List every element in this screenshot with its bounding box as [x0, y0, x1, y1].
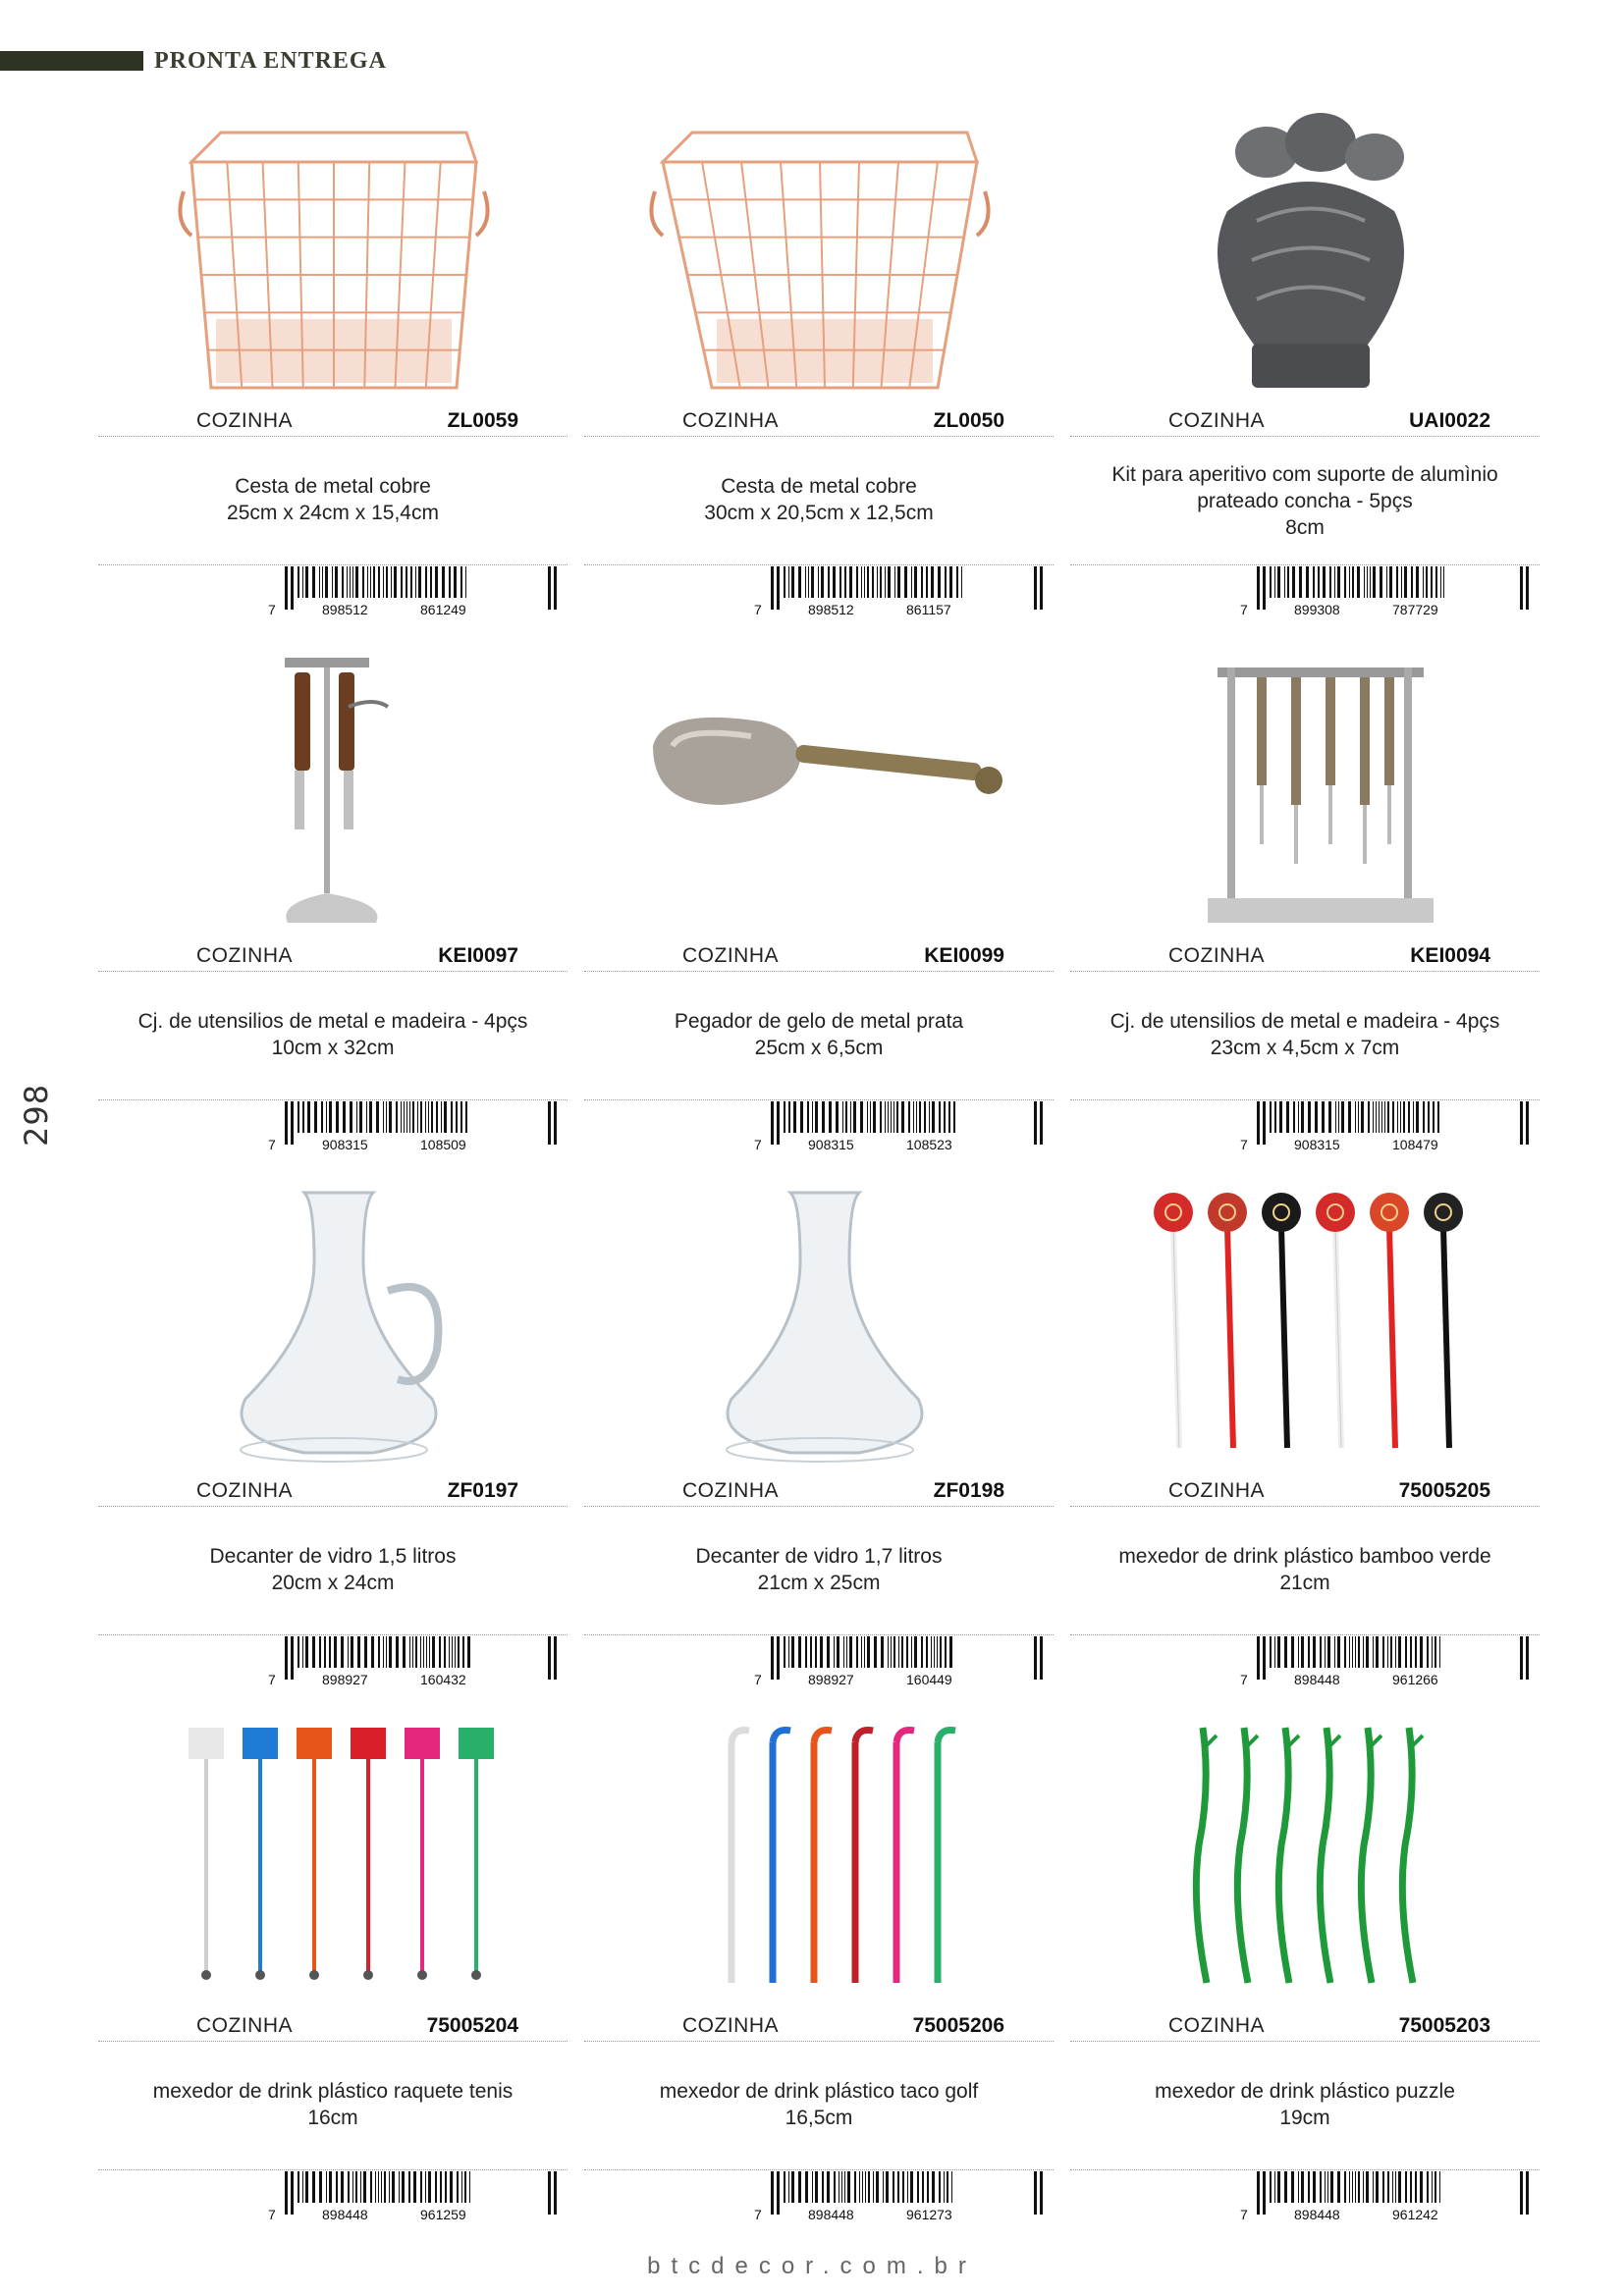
product-category: COZINHA	[196, 944, 293, 967]
product-description	[1070, 1543, 1540, 1596]
description-line: prateado concha - 5pçs	[1197, 490, 1413, 512]
product-category: COZINHA	[682, 944, 779, 967]
page-number: 298	[18, 1083, 55, 1147]
description-line: 16,5cm	[785, 2107, 853, 2129]
product-code: ZF0198	[933, 1479, 1004, 1502]
barcode-digits: 108523	[903, 1137, 955, 1152]
barcode	[265, 1634, 560, 1688]
bamboo-stirrers-icon	[1110, 1708, 1502, 2012]
product-code: ZL0050	[933, 409, 1004, 432]
product-card	[98, 1708, 568, 2243]
barcode-digits: 861249	[417, 602, 469, 617]
product-description	[584, 2078, 1054, 2131]
barcode-digits: 898927	[805, 1672, 857, 1687]
product-description	[584, 1543, 1054, 1596]
product-description	[584, 1008, 1054, 1061]
barcode-digits: 7	[265, 1137, 279, 1152]
barcode-digits: 961259	[417, 2207, 469, 2222]
barcode	[265, 1099, 560, 1153]
square-top-stirrers-icon	[137, 1708, 530, 2012]
divider	[1070, 1506, 1540, 1507]
barcode-digits: 898448	[319, 2207, 371, 2222]
barcode	[751, 1634, 1046, 1688]
barcode	[1237, 564, 1532, 618]
section-title: PRONTA ENTREGA	[154, 48, 387, 74]
golf-club-stirrers-icon	[623, 1708, 1016, 2012]
copper-wire-basket-icon	[623, 103, 1016, 407]
bar-tool-rack-icon	[1110, 638, 1502, 942]
description-line: Kit para aperitivo com suporte de alumìnio	[1111, 463, 1498, 486]
description-line: 20cm x 24cm	[271, 1572, 395, 1594]
shell-holder-icon	[1110, 103, 1502, 407]
product-category: COZINHA	[1168, 409, 1265, 432]
description-line: 21cm	[1279, 1572, 1330, 1594]
barcode-digits: 7	[751, 1137, 765, 1152]
barcode-digits: 898927	[319, 1672, 371, 1687]
barcode-digits: 898448	[1291, 2207, 1343, 2222]
product-description	[98, 2078, 568, 2131]
description-line: 19cm	[1279, 2107, 1330, 2129]
product-code: 75005203	[1398, 2014, 1490, 2037]
description-line: Decanter de vidro 1,5 litros	[209, 1545, 457, 1568]
product-card	[98, 1173, 568, 1708]
description-line: mexedor de drink plástico taco golf	[659, 2080, 979, 2103]
product-category: COZINHA	[196, 2014, 293, 2037]
divider	[1070, 436, 1540, 437]
barcode-digits: 908315	[319, 1137, 371, 1152]
barcode-digits: 898512	[319, 602, 371, 617]
barcode-digits: 961266	[1389, 1672, 1441, 1687]
description-line: Cesta de metal cobre	[235, 475, 431, 498]
barcode-digits: 7	[1237, 602, 1251, 617]
product-card	[98, 103, 568, 638]
barcode	[1237, 2169, 1532, 2223]
barcode-digits: 108479	[1389, 1137, 1441, 1152]
product-code: KEI0094	[1410, 944, 1490, 967]
product-description	[98, 1008, 568, 1061]
barcode-digits: 961273	[903, 2207, 955, 2222]
product-description	[1070, 461, 1540, 541]
barcode-digits: 898512	[805, 602, 857, 617]
description-line: 30cm x 20,5cm x 12,5cm	[704, 502, 934, 524]
description-line: 8cm	[1285, 516, 1325, 539]
barcode-digits: 7	[1237, 1672, 1251, 1687]
barcode-digits: 7	[751, 1672, 765, 1687]
barcode	[1237, 1634, 1532, 1688]
barcode	[1237, 1099, 1532, 1153]
divider	[98, 2041, 568, 2042]
product-code: ZL0059	[447, 409, 518, 432]
ice-scoop-icon	[623, 638, 1016, 942]
footer-website: btcdecor.com.br	[647, 2253, 977, 2279]
divider	[98, 436, 568, 437]
description-line: 25cm x 24cm x 15,4cm	[227, 502, 439, 524]
divider	[1070, 2041, 1540, 2042]
product-code: 75005206	[912, 2014, 1004, 2037]
barcode-digits: 7	[265, 1672, 279, 1687]
barcode-digits: 908315	[1291, 1137, 1343, 1152]
header-accent-bar	[0, 51, 143, 71]
barcode	[265, 2169, 560, 2223]
barcode-digits: 898448	[1291, 1672, 1343, 1687]
description-line: 21cm x 25cm	[757, 1572, 881, 1594]
copper-wire-basket-icon	[137, 103, 530, 407]
product-card	[584, 103, 1054, 638]
barcode-digits: 908315	[805, 1137, 857, 1152]
divider	[98, 1506, 568, 1507]
product-category: COZINHA	[682, 1479, 779, 1502]
description-line: 23cm x 4,5cm x 7cm	[1210, 1037, 1400, 1059]
divider	[584, 436, 1054, 437]
product-description	[1070, 1008, 1540, 1061]
description-line: mexedor de drink plástico puzzle	[1155, 2080, 1455, 2103]
barcode	[265, 564, 560, 618]
product-category: COZINHA	[196, 409, 293, 432]
barcode-digits: 961242	[1389, 2207, 1441, 2222]
barcode-digits: 7	[1237, 2207, 1251, 2222]
divider	[584, 2041, 1054, 2042]
product-description	[98, 473, 568, 526]
product-description	[1070, 2078, 1540, 2131]
barcode-digits: 7	[751, 602, 765, 617]
product-card	[584, 638, 1054, 1173]
bar-tool-stand-icon	[137, 638, 530, 942]
barcode-digits: 861157	[903, 602, 954, 617]
product-code: 75005204	[426, 2014, 518, 2037]
divider	[584, 1506, 1054, 1507]
product-category: COZINHA	[682, 2014, 779, 2037]
product-card	[1070, 1173, 1540, 1708]
glass-decanter-icon	[623, 1173, 1016, 1477]
product-description	[98, 1543, 568, 1596]
description-line: Cj. de utensilios de metal e madeira - 4pçs	[1110, 1010, 1500, 1033]
description-line: Decanter de vidro 1,7 litros	[695, 1545, 943, 1568]
barcode-digits: 108509	[417, 1137, 469, 1152]
barcode-digits: 899308	[1291, 602, 1343, 617]
description-line: mexedor de drink plástico raquete tenis	[152, 2080, 514, 2103]
description-line: 25cm x 6,5cm	[754, 1037, 884, 1059]
product-card	[584, 1708, 1054, 2243]
product-code: 75005205	[1398, 1479, 1490, 1502]
product-category: COZINHA	[1168, 944, 1265, 967]
barcode-digits: 7	[751, 2207, 765, 2222]
product-description	[584, 473, 1054, 526]
barcode-digits: 7	[265, 2207, 279, 2222]
description-line: Pegador de gelo de metal prata	[674, 1010, 964, 1033]
round-top-stirrers-icon	[1110, 1173, 1502, 1477]
product-card	[1070, 1708, 1540, 2243]
product-code: UAI0022	[1409, 409, 1490, 432]
product-category: COZINHA	[196, 1479, 293, 1502]
barcode-digits: 160449	[903, 1672, 955, 1687]
product-code: KEI0099	[924, 944, 1004, 967]
barcode	[751, 2169, 1046, 2223]
glass-decanter-handle-icon	[137, 1173, 530, 1477]
divider	[1070, 971, 1540, 972]
product-code: KEI0097	[438, 944, 518, 967]
product-category: COZINHA	[682, 409, 779, 432]
divider	[584, 971, 1054, 972]
barcode-digits: 787729	[1389, 602, 1441, 617]
product-category: COZINHA	[1168, 2014, 1265, 2037]
barcode-digits: 7	[1237, 1137, 1251, 1152]
barcode	[751, 564, 1046, 618]
barcode	[751, 1099, 1046, 1153]
product-category: COZINHA	[1168, 1479, 1265, 1502]
barcode-digits: 160432	[417, 1672, 469, 1687]
description-line: Cj. de utensilios de metal e madeira - 4pçs	[137, 1010, 528, 1033]
barcode-digits: 7	[265, 602, 279, 617]
description-line: 10cm x 32cm	[271, 1037, 395, 1059]
product-card	[1070, 103, 1540, 638]
product-code: ZF0197	[447, 1479, 518, 1502]
product-card	[98, 638, 568, 1173]
description-line: 16cm	[307, 2107, 358, 2129]
product-card	[584, 1173, 1054, 1708]
description-line: Cesta de metal cobre	[721, 475, 917, 498]
barcode-digits: 898448	[805, 2207, 857, 2222]
product-card	[1070, 638, 1540, 1173]
description-line: mexedor de drink plástico bamboo verde	[1118, 1545, 1491, 1568]
divider	[98, 971, 568, 972]
